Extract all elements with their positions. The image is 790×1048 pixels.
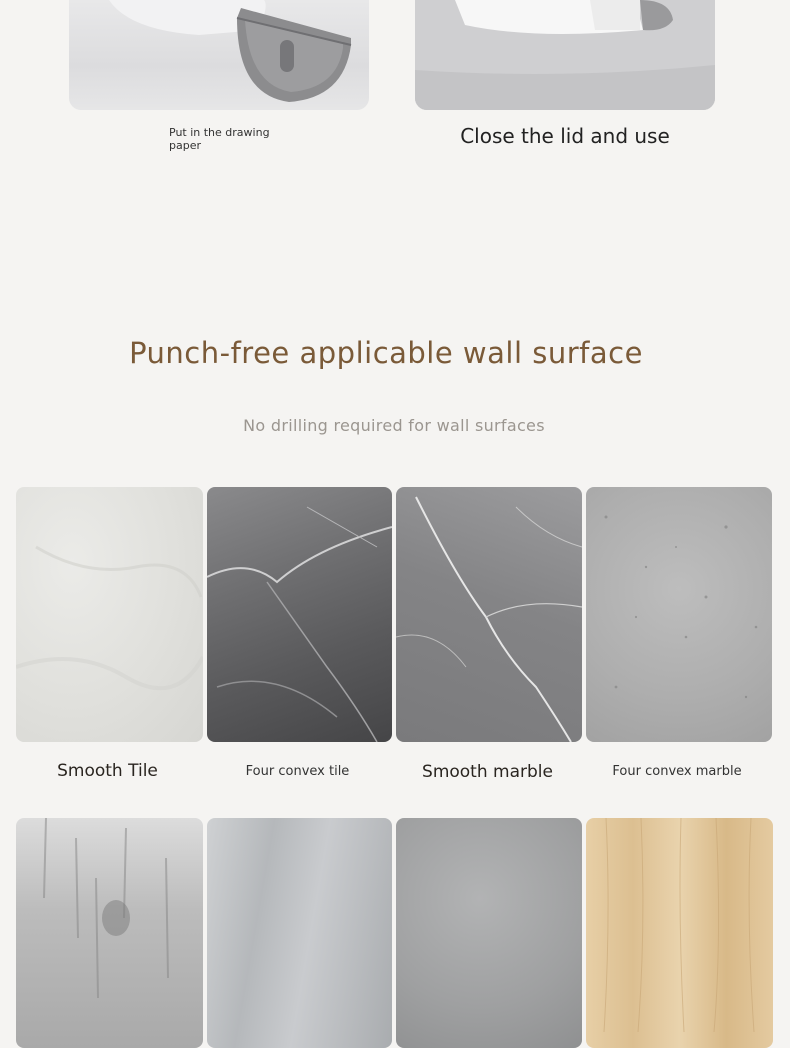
surface-smooth-marble [396, 487, 582, 742]
surface-wood [586, 818, 773, 1048]
label-smooth-tile: Smooth Tile [57, 761, 158, 781]
surface-four-convex-marble [586, 487, 772, 742]
surface-smooth-tile [16, 487, 203, 742]
step-1-caption: Put in the drawing paper [169, 126, 270, 152]
label-four-convex-marble: Four convex marble [612, 764, 742, 779]
holder-closed-illustration [415, 0, 715, 110]
surface-four-convex-tile [207, 487, 392, 742]
surface-glass [16, 818, 203, 1048]
section-subtitle: No drilling required for wall surfaces [243, 416, 545, 435]
tile-texture [16, 487, 203, 742]
label-smooth-marble: Smooth marble [422, 762, 553, 782]
water-drops-texture [16, 818, 203, 1032]
section-title: Punch-free applicable wall surface [129, 336, 643, 370]
label-four-convex-tile: Four convex tile [245, 764, 350, 779]
holder-open-illustration [69, 0, 369, 110]
speckle-texture [586, 487, 772, 742]
marble-veins [396, 487, 582, 742]
wood-grain-texture [586, 818, 773, 1032]
slate-texture [207, 487, 392, 742]
step-2-photo [415, 0, 715, 110]
step-2-caption: Close the lid and use [460, 124, 670, 148]
step-1-photo [69, 0, 369, 110]
surface-brushed-metal [207, 818, 392, 1048]
surface-textured-stone [396, 818, 582, 1048]
